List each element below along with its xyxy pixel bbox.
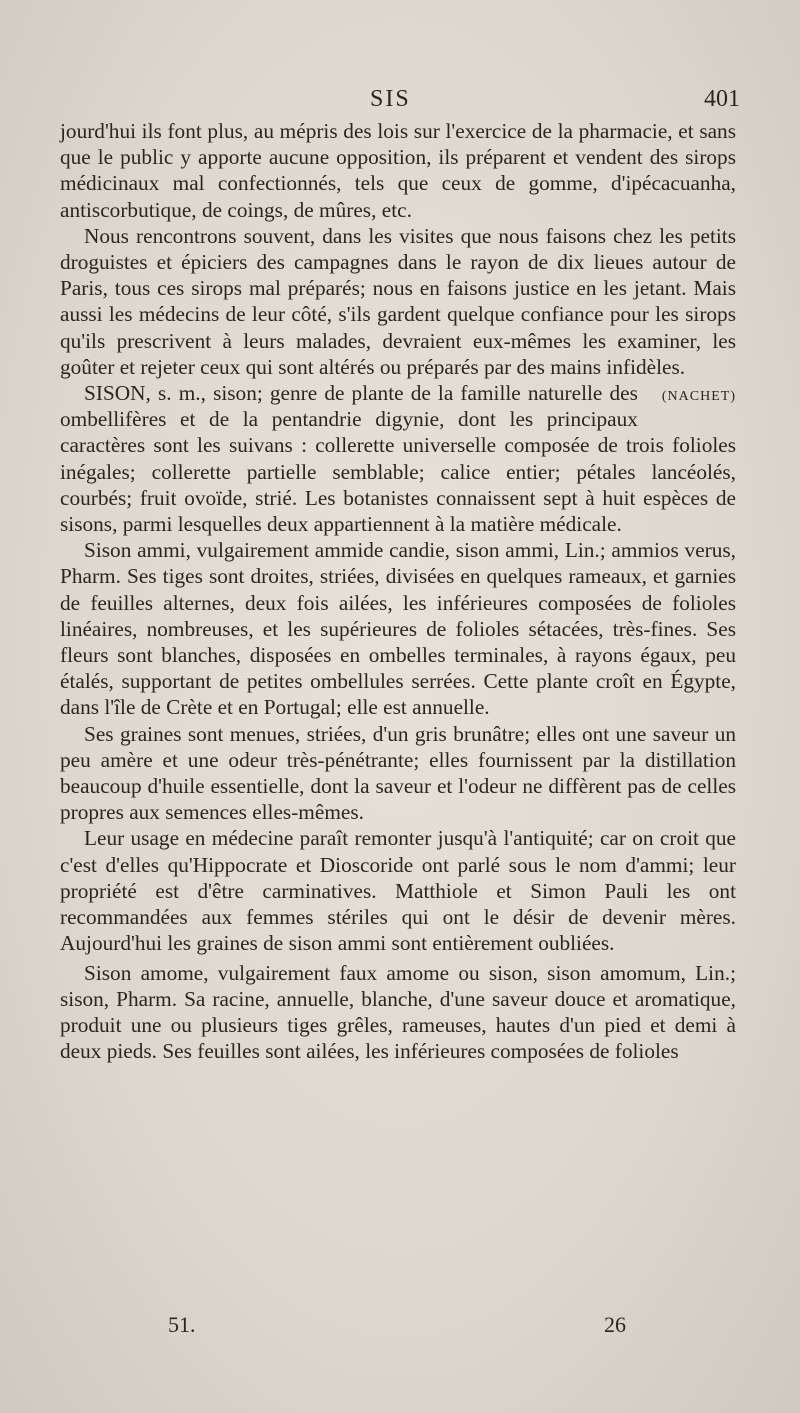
paragraph-5: Ses graines sont menues, striées, d'un gris brunâtre; elles ont une saveur un peu amère et une odeur très-pénétrante; elles fournissent par la distillation beaucoup d'huile essentielle, dont la saveur et l'odeur ne diffèrent pas de celles propres aux semences elles-mêmes. [60, 721, 736, 825]
folio-number: 26 [604, 1312, 626, 1337]
paragraph-7: Sison amome, vulgairement faux amome ou sison, sison amomum, Lin.; sison, Pharm. Sa racine, annuelle, blanche, d'une saveur douce et aromatique, produit une ou plusieurs tiges grêles, rameuses, hautes d'un pied et demi à deux pieds. Ses feuilles sont ailées, les inférieures composées de folioles [60, 960, 736, 1064]
paragraph-6: Leur usage en médecine paraît remonter jusqu'à l'antiquité; car on croit que c'est d'elles qu'Hippocrate et Dioscoride ont parlé sous le nom d'ammi; leur propriété est d'être carminatives. Matthiole et Simon Pauli les ont recommandées aux femmes stériles qui ont le désir de devenir mères. Aujourd'hui les graines de sison ammi sont entièrement oubliées. [60, 826, 736, 956]
paragraph-2 [60, 223, 736, 405]
page-footer [60, 1312, 736, 1342]
paragraph-4: Sison ammi, vulgairement ammide candie, sison ammi, Lin.; ammios verus, Pharm. Ses tiges sont droites, striées, divisées en quelques rameaux, et garnies de feuilles alternes, deux fois ailées, les inférieures composées de folioles linéaires, nombreuses, et les supérieures de folioles sétacées, très-fines. Ses fleurs sont blanches, disposées en ombelles terminales, à rayons égaux, peu étalés, supportant de petites ombellules serrées. Cette plante croît en Égypte, dans l'île de Crète et en Portugal; elle est annuelle. [60, 538, 736, 720]
paragraph-1: jourd'hui ils font plus, au mépris des lois sur l'exercice de la pharmacie, et sans que le public y apporte aucune opposition, ils préparent et vendent des sirops médicinaux mal confectionnés, tels que ceux de gomme, d'ipécacuanha, antiscorbutique, de coings, de mûres, etc. [60, 119, 736, 222]
signature-mark: 51. [168, 1312, 196, 1337]
author-signature: (NACHET) [661, 389, 736, 405]
running-head: SIS [370, 86, 411, 112]
page-body [60, 118, 736, 1064]
paragraph-2-text: Nous rencontrons souvent, dans les visites que nous faisons chez les petits droguistes et épiciers des campagnes dans le rayon de dix lieues autour de Paris, tous ces sirops mal préparés; nous en faisons justice en les jetant. Mais aussi les médecins de leur côté, s'ils gardent quelque confiance pour les sirops qu'ils prescrivent à leurs malades, devraient eux-mêmes les examiner, les goûter et rejeter ceux qui sont altérés ou préparés par des mains infidèles. [60, 223, 736, 379]
paragraph-3: SISON, s. m., sison; genre de plante de la famille naturelle des ombellifères et de la pentandrie digynie, dont les principaux caractères sont les suivans : collerette universelle composée de trois folioles inégales; collerette partielle semblable; calice entier; pétales lancéolés, courbés; fruit ovoïde, strié. Les botanistes connaissent sept à huit espèces de sisons, parmi lesquelles deux appartiennent à la matière médicale. [60, 381, 736, 537]
page-header [60, 86, 740, 120]
page-number: 401 [704, 86, 740, 112]
